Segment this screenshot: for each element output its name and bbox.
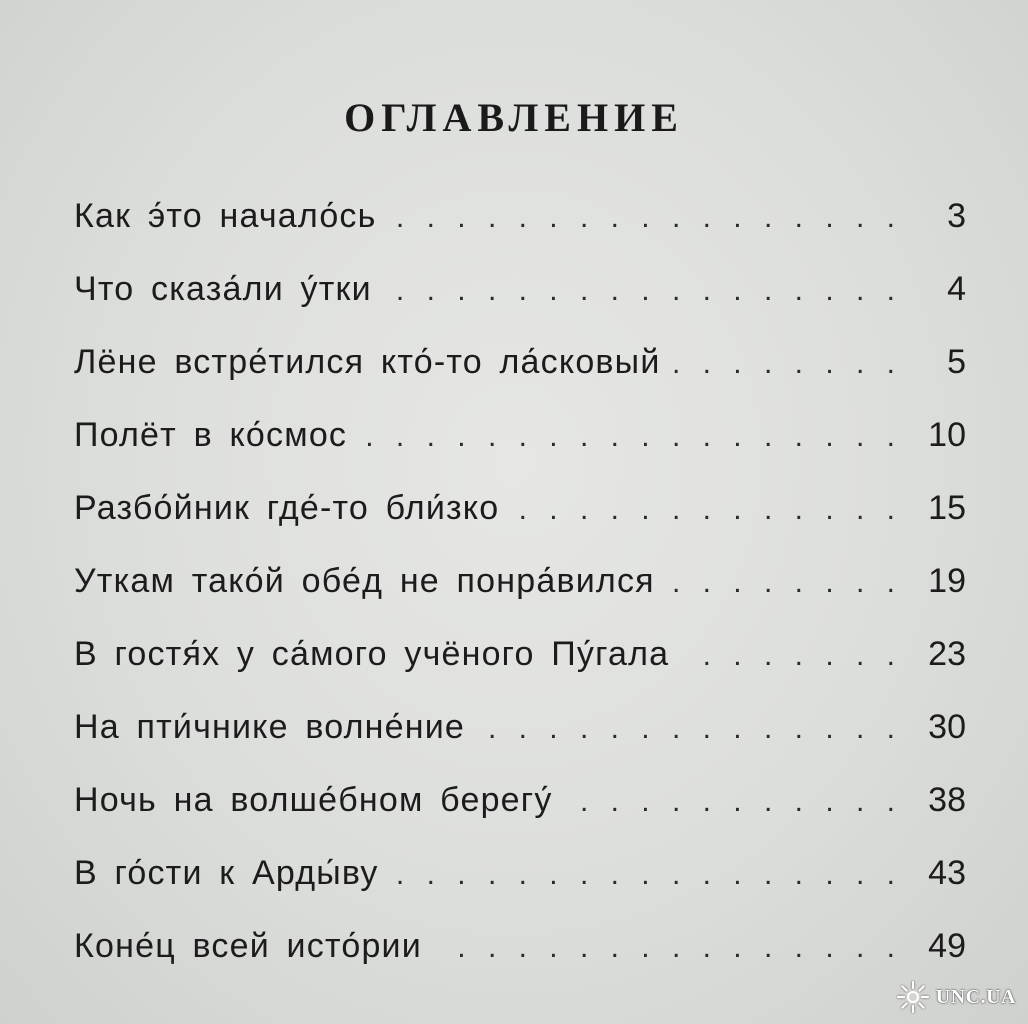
dot-leader [565, 765, 902, 838]
toc-entry-title: В гостя́х у са́мого учёного Пу́гала [74, 635, 670, 673]
toc-entry [74, 910, 966, 983]
toc-entry-title: В го́сти к Арды́ву [74, 854, 379, 892]
toc-entry [74, 253, 966, 326]
toc-entry [74, 618, 966, 691]
toc-entry-page: 38 [928, 781, 966, 819]
toc-entry-page: 49 [928, 927, 966, 965]
toc-entry-page: 30 [928, 708, 966, 746]
toc-entry-title: Уткам тако́й обе́д не понра́вился [74, 562, 655, 600]
toc-entry [74, 545, 966, 618]
toc-entry-title: На пти́чнике волне́ние [74, 708, 466, 746]
watermark [896, 980, 1016, 1014]
sun-icon [896, 980, 930, 1014]
toc-entry-title: Полёт в ко́смос [74, 416, 348, 454]
toc-entry [74, 399, 966, 472]
watermark-text: UNC.UA [935, 985, 1016, 1008]
toc-entry-page: 23 [928, 635, 966, 673]
dot-leader [359, 400, 902, 473]
toc-entry-title: Как э́то начало́сь [74, 197, 377, 235]
toc-entry-title: Коне́ц всей исто́рии [74, 927, 422, 965]
toc-entry-page: 10 [928, 416, 966, 454]
dot-leader [389, 181, 902, 254]
toc-entry [74, 326, 966, 399]
toc-entry-page: 4 [947, 270, 966, 308]
dot-leader [391, 838, 902, 911]
toc-entry-title: Разбо́йник где́-то бли́зко [74, 489, 500, 527]
toc-entry-page: 5 [947, 343, 966, 381]
dot-leader [477, 692, 902, 765]
toc-entry-page: 3 [947, 197, 966, 235]
dot-leader [673, 327, 902, 400]
toc-entry [74, 180, 966, 253]
dot-leader [434, 911, 902, 984]
toc-entry [74, 691, 966, 764]
toc-entry-title: Ночь на волше́бном берегу́ [74, 781, 553, 819]
toc-entry [74, 837, 966, 910]
dot-leader [667, 546, 902, 619]
page-title: ОГЛАВЛЕНИЕ [344, 95, 684, 140]
toc-entry-page: 43 [928, 854, 966, 892]
dot-leader [681, 619, 902, 692]
toc-entry [74, 472, 966, 545]
toc-entry-title: Что сказа́ли у́тки [74, 270, 372, 308]
toc-entry [74, 764, 966, 837]
table-of-contents [74, 180, 966, 983]
toc-entry-page: 19 [928, 562, 966, 600]
toc-entry-page: 15 [928, 489, 966, 527]
dot-leader [511, 473, 902, 546]
dot-leader [384, 254, 902, 327]
toc-entry-title: Лёне встре́тился кто́-то ла́сковый [74, 343, 661, 381]
